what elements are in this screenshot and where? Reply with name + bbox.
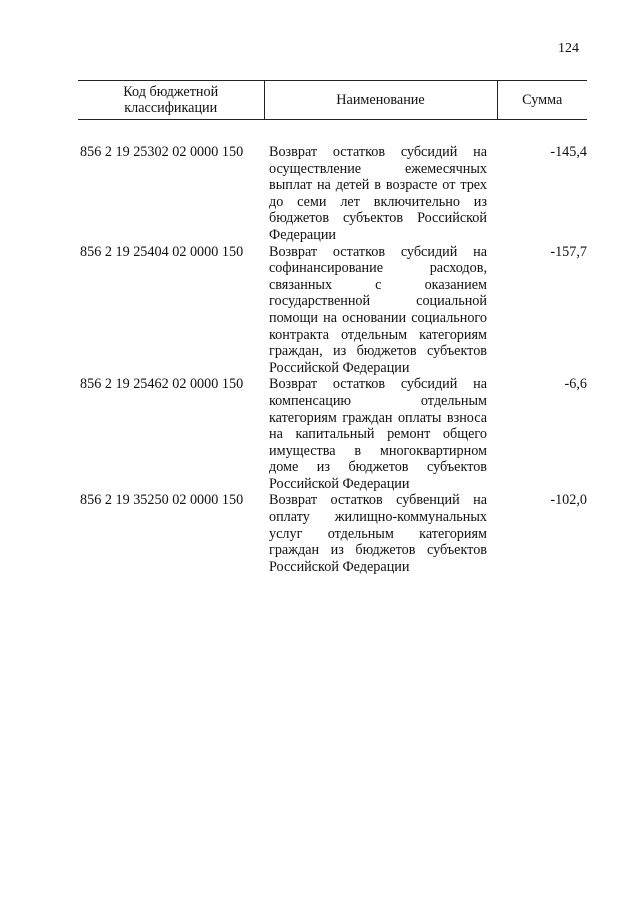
row-sum: -145,4 [550,144,587,160]
header-name: Наименование [264,81,497,120]
row-name: Возврат остатков субсидий на осуществление ежемесячных выплат на детей в возрасте от трех до семи лет включительно из бюджетов субъектов Российской Федерации [269,144,487,243]
table-row [78,376,587,492]
table-header-row [78,81,587,120]
table-row [78,144,587,244]
row-name: Возврат остатков субвенций на оплату жилищно-коммунальных услуг отдельным категориям граждан из бюджетов субъектов Российской Федерации [269,492,487,575]
row-code: 856 2 19 25404 02 0000 150 [80,243,244,260]
row-name: Возврат остатков субсидий на компенсацию отдельным категориям граждан оплаты взноса на капитальный ремонт общего имущества в многоквартирном доме из бюджетов субъектов Российской Федерации [269,376,487,492]
row-sum: -102,0 [550,492,587,509]
row-code: 856 2 19 25462 02 0000 150 [80,376,244,393]
row-code: 856 2 19 25302 02 0000 150 [80,144,244,160]
row-name: Возврат остатков субсидий на софинансирование расходов, связанных с оказанием государственной социальной помощи на основании социального контракта отдельным категориям граждан, из бюджетов субъектов Российской Федерации [269,243,487,376]
page-number: 124 [558,41,579,56]
table-row [78,492,587,575]
budget-table [78,80,587,575]
spacer-row [78,120,587,145]
table-row [78,244,587,377]
header-budget-code: Код бюджетной классификации [78,81,264,120]
row-sum: -6,6 [564,376,587,393]
row-sum: -157,7 [550,243,587,260]
row-code: 856 2 19 35250 02 0000 150 [80,492,244,509]
header-sum: Сумма [497,81,587,120]
